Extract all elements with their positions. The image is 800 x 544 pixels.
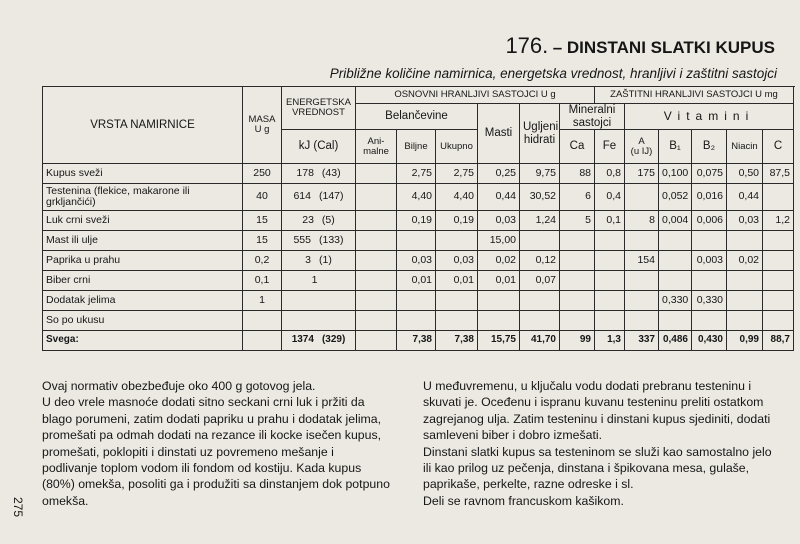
cell-niacin: [727, 231, 763, 251]
cell-a: [625, 311, 659, 331]
cell-energy: [282, 184, 356, 211]
cell-ukupno: [436, 291, 478, 311]
page-number: [9, 490, 27, 526]
cell-energy: [282, 164, 356, 184]
cell-biljne: 4,40: [397, 184, 436, 211]
cell-ukupno: 0,19: [436, 211, 478, 231]
header-a: [625, 130, 659, 164]
cell-kj: 1374: [291, 334, 314, 346]
header-niacin: Niacin: [727, 130, 763, 164]
total-row: [43, 331, 794, 351]
cell-a: [625, 184, 659, 211]
cell-ca: [560, 311, 595, 331]
cell-ca: 5: [560, 211, 595, 231]
cell-energy: [282, 311, 356, 331]
table-caption: Približne količine namirnica, energetska vrednost, hranljivi i zaštitni sastojci: [329, 66, 777, 81]
cell-niacin: 0,99: [727, 331, 763, 351]
header-b1: B₁: [659, 130, 692, 164]
cell-a: 175: [625, 164, 659, 184]
paragraph: U međuvremenu, u ključalu vodu dodati prebranu testeninu i skuvati je. Ocеđenu i ispranu kuvanu testeninu preliti ostatkom zagrejanog ulja. Zatim testeninu i dinstani kupus sjediniti, dodati samleveni biber i dobro izmešati.: [423, 379, 771, 443]
cell-cal: (43): [321, 166, 341, 179]
header-ugljeni: Ugljeni hidrati: [520, 104, 560, 164]
cell-ca: [560, 251, 595, 271]
cell-cal: (5): [321, 213, 335, 226]
cell-ugljeni: 9,75: [520, 164, 560, 184]
cell-biljne: [397, 231, 436, 251]
cell-biljne: 0,03: [397, 251, 436, 271]
cell-b1: 0,052: [659, 184, 692, 211]
cell-masti: 0,44: [478, 184, 520, 211]
method-text-right: [423, 378, 773, 509]
cell-fe: 1,3: [595, 331, 625, 351]
cell-biljne: [397, 291, 436, 311]
cell-c: 1,2: [763, 211, 794, 231]
cell-kj: 1: [311, 273, 318, 286]
cell-c: [763, 251, 794, 271]
header-osnovni: OSNOVNI HRANLJIVI SASTOJCI U g: [356, 87, 595, 104]
cell-masa: [243, 331, 282, 351]
cell-ca: [560, 231, 595, 251]
cell-fe: [595, 291, 625, 311]
cell-energy: [282, 231, 356, 251]
cell-fe: [595, 271, 625, 291]
table-row: [43, 291, 794, 311]
cell-masa: [243, 311, 282, 331]
cell-c: 88,7: [763, 331, 794, 351]
cell-b1: 0,100: [659, 164, 692, 184]
cell-b2: [692, 311, 727, 331]
cell-ugljeni: 30,52: [520, 184, 560, 211]
cell-masa: 250: [243, 164, 282, 184]
cell-masti: 0,01: [478, 271, 520, 291]
cell-ukupno: [436, 231, 478, 251]
cell-niacin: 0,03: [727, 211, 763, 231]
cell-b1: [659, 231, 692, 251]
cell-masti: 0,03: [478, 211, 520, 231]
cell-niacin: [727, 291, 763, 311]
cell-name: Paprika u prahu: [43, 251, 243, 271]
cell-b2: 0,003: [692, 251, 727, 271]
recipe-name: – DINSTANI SLATKI KUPUS: [552, 38, 775, 57]
cell-ca: [560, 291, 595, 311]
cell-masti: 0,02: [478, 251, 520, 271]
cell-biljne: [397, 311, 436, 331]
cell-masa: 1: [243, 291, 282, 311]
header-ukupno: Ukupno: [436, 130, 478, 164]
cell-kj: 555: [293, 233, 311, 246]
recipe-number: 176.: [505, 33, 549, 58]
cell-name: Luk crni sveži: [43, 211, 243, 231]
cell-animalne: [356, 271, 397, 291]
cell-masti: [478, 291, 520, 311]
cell-fe: [595, 231, 625, 251]
cell-masa: 15: [243, 231, 282, 251]
cell-masa: 0,1: [243, 271, 282, 291]
cell-animalne: [356, 331, 397, 351]
cell-a: 154: [625, 251, 659, 271]
page-number-text: 275: [11, 496, 25, 518]
cell-biljne: 0,01: [397, 271, 436, 291]
header-b2: B₂: [692, 130, 727, 164]
cell-ukupno: [436, 311, 478, 331]
cell-cal: (147): [319, 190, 344, 203]
cell-name: Kupus sveži: [43, 164, 243, 184]
cell-energy: [282, 211, 356, 231]
table-row: [43, 251, 794, 271]
cell-ugljeni: [520, 291, 560, 311]
cell-niacin: [727, 271, 763, 291]
cell-fe: [595, 311, 625, 331]
paragraph: U deo vrele masnoće dodati sitno seckani crni luk i pržiti da blago porumeni, zatim dodati papriku u prahu i dodatak jelima, promešati pa odmah dodati na rezance ili kocke isečen kupus, promešati, poklopiti i dinstati uz povremeno mešanje i podlivanje toplom vodom ili fondom od kostiju. Kada kupus (80%) omekša, posoliti ga i produžiti sa dinstanjem dok potpuno omekša.: [42, 395, 390, 508]
cell-name: Mast ili ulje: [43, 231, 243, 251]
cell-ca: [560, 271, 595, 291]
cell-b2: 0,075: [692, 164, 727, 184]
header-c: C: [763, 130, 794, 164]
cell-ukupno: 0,03: [436, 251, 478, 271]
header-masti: Masti: [478, 104, 520, 164]
cell-name: Biber crni: [43, 271, 243, 291]
cell-ugljeni: [520, 231, 560, 251]
cell-c: [763, 184, 794, 211]
cell-animalne: [356, 184, 397, 211]
header-ca: Ca: [560, 130, 595, 164]
cell-b1: [659, 251, 692, 271]
cell-c: [763, 271, 794, 291]
cell-b1: [659, 311, 692, 331]
header-animalne: Ani-malne: [356, 130, 397, 164]
cell-a: [625, 231, 659, 251]
cell-c: [763, 291, 794, 311]
cell-masti: 0,25: [478, 164, 520, 184]
cell-b1: [659, 271, 692, 291]
cell-a: [625, 291, 659, 311]
cell-ca: 88: [560, 164, 595, 184]
cell-energy: [282, 291, 356, 311]
cell-masti: [478, 311, 520, 331]
cell-biljne: 0,19: [397, 211, 436, 231]
cell-masa: 15: [243, 211, 282, 231]
cell-ukupno: 0,01: [436, 271, 478, 291]
table-row: [43, 311, 794, 331]
cell-cal: (329): [321, 334, 346, 346]
cell-ca: 6: [560, 184, 595, 211]
cell-kj: 614: [293, 190, 311, 203]
cell-ugljeni: 1,24: [520, 211, 560, 231]
header-vitamini: Vitamini: [625, 104, 794, 130]
cell-b2: 0,330: [692, 291, 727, 311]
cell-kj: 23: [302, 213, 314, 226]
cell-masti: 15,75: [478, 331, 520, 351]
cell-ugljeni: [520, 311, 560, 331]
cell-b2: 0,006: [692, 211, 727, 231]
cell-energy: [282, 271, 356, 291]
recipe-title: [0, 33, 775, 59]
cell-b2: 0,016: [692, 184, 727, 211]
cell-ca: 99: [560, 331, 595, 351]
header-masa-label: MASA: [248, 114, 276, 126]
paragraph: Deli se ravnom francuskom kašikom.: [423, 493, 624, 508]
cell-ugljeni: 41,70: [520, 331, 560, 351]
cell-ukupno: 2,75: [436, 164, 478, 184]
cell-cal: (1): [319, 253, 332, 266]
cell-ugljeni: 0,12: [520, 251, 560, 271]
cell-b1: 0,486: [659, 331, 692, 351]
cell-animalne: [356, 311, 397, 331]
cell-name: So po ukusu: [43, 311, 243, 331]
cell-b1: 0,330: [659, 291, 692, 311]
method-text-left: [42, 378, 392, 509]
table-row: [43, 164, 794, 184]
cell-niacin: 0,02: [727, 251, 763, 271]
cell-a: 337: [625, 331, 659, 351]
cell-a: [625, 271, 659, 291]
cell-ugljeni: 0,07: [520, 271, 560, 291]
table-row: [43, 231, 794, 251]
header-kj: kJ (Cal): [282, 130, 356, 164]
table-row: [43, 184, 794, 211]
cell-animalne: [356, 231, 397, 251]
header-belancevine: Belančevine: [356, 104, 478, 130]
header-a-label: A: [638, 135, 645, 147]
cell-name: Svega:: [43, 331, 243, 351]
cell-b2: [692, 271, 727, 291]
header-vrsta: VRSTA NAMIRNICE: [43, 87, 243, 164]
cell-cal: (133): [319, 233, 344, 246]
cell-energy: [282, 251, 356, 271]
cell-animalne: [356, 164, 397, 184]
cell-animalne: [356, 251, 397, 271]
cell-niacin: 0,50: [727, 164, 763, 184]
cell-masa: 40: [243, 184, 282, 211]
cell-niacin: 0,44: [727, 184, 763, 211]
cell-c: [763, 231, 794, 251]
cell-name: Dodatak jelima: [43, 291, 243, 311]
header-a-unit: (u IJ): [630, 145, 653, 157]
header-masa-unit: U g: [254, 124, 270, 135]
header-masa: [243, 87, 282, 164]
cell-kj: 3: [305, 253, 311, 266]
header-biljne: Biljne: [397, 130, 436, 164]
cell-ukupno: 7,38: [436, 331, 478, 351]
table-row: [43, 271, 794, 291]
cell-niacin: [727, 311, 763, 331]
cell-b2: 0,430: [692, 331, 727, 351]
table-row: [43, 211, 794, 231]
nutrition-table: [42, 86, 794, 351]
cell-c: 87,5: [763, 164, 794, 184]
cell-b1: 0,004: [659, 211, 692, 231]
cell-fe: 0,4: [595, 184, 625, 211]
cell-ukupno: 4,40: [436, 184, 478, 211]
cell-masti: 15,00: [478, 231, 520, 251]
cell-animalne: [356, 291, 397, 311]
cell-b2: [692, 231, 727, 251]
header-zastitni: ZAŠTITNI HRANLJIVI SASTOJCI U mg: [595, 87, 794, 104]
cell-biljne: 7,38: [397, 331, 436, 351]
cell-a: 8: [625, 211, 659, 231]
header-energ: ENERGETSKA VREDNOST: [282, 87, 356, 130]
paragraph: Dinstani slatki kupus sa testeninom se služi kao samostalno jelo ili kao prilog uz pečenja, dinstana i špikovana mesa, gulaše, paprikaše, perkelte, razne odreske i sl.: [423, 444, 772, 492]
paragraph: Ovaj normativ obezbeđuje oko 400 g gotovog jela.: [42, 379, 316, 393]
cell-name: Testenina (flekice, makarone ili grkljančići): [43, 184, 243, 211]
cell-biljne: 2,75: [397, 164, 436, 184]
cell-c: [763, 311, 794, 331]
cell-fe: 0,1: [595, 211, 625, 231]
cell-kj: 178: [296, 166, 314, 179]
cell-fe: 0,8: [595, 164, 625, 184]
header-fe: Fe: [595, 130, 625, 164]
cell-masa: 0,2: [243, 251, 282, 271]
cell-energy: [282, 331, 356, 351]
cell-animalne: [356, 211, 397, 231]
cell-fe: [595, 251, 625, 271]
header-mineralni: Mineralni sastojci: [560, 104, 625, 130]
